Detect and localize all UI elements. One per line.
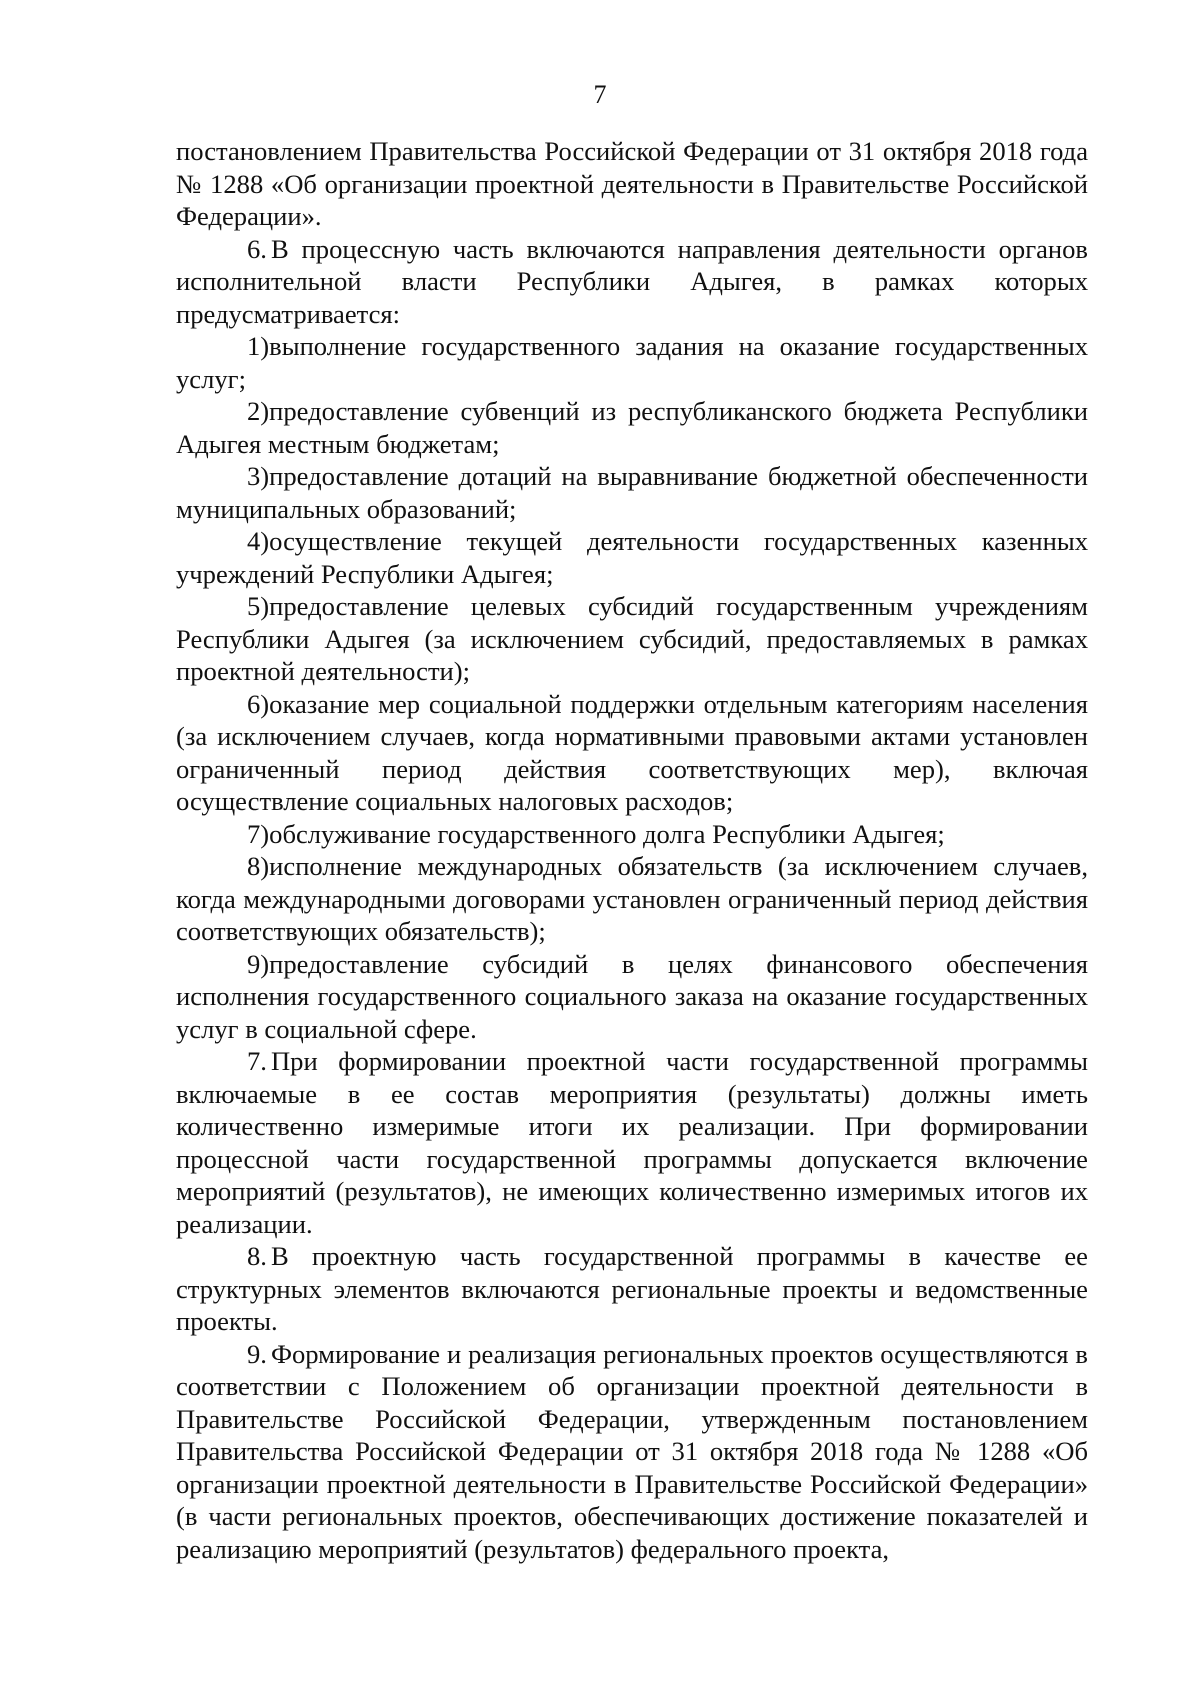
list-item-1 xyxy=(176,330,1088,395)
list-item-number: 7) xyxy=(247,818,270,849)
list-item-number: 8) xyxy=(247,851,270,881)
paragraph-text: Формирование и реализация региональных проектов осуществляются в соответствии с Положением об организации проектной деятельности в Правительстве Российской Федерации, утвержденным постановлением Правительства Российской Федерации от 31 октября 2018 года № 1288 «Об организации проектной деятельности в Правительстве Российской Федерации» (в части региональных проектов, обеспечивающих достижение показателей и реализацию мероприятий (результатов) федерального проекта, xyxy=(176,1338,1088,1564)
list-item-number: 2) xyxy=(247,396,270,426)
paragraph-number: 9. xyxy=(247,1338,267,1369)
paragraph-8 xyxy=(176,1240,1088,1338)
paragraph-text: При формировании проектной части государственной программы включаемые в ее состав мероприятия (результаты) должны иметь количественно измеримые итоги их реализации. При формировании процессной части государственной программы допускается включение мероприятий (результатов), не имеющих количественно измеримых итогов их реализации. xyxy=(176,1046,1088,1239)
list-item-text: выполнение государственного задания на оказание государственных услуг; xyxy=(176,331,1088,394)
list-item-text: обслуживание государственного долга Республики Адыгея; xyxy=(269,818,945,849)
list-item-text: осуществление текущей деятельности государственных казенных учреждений Республики Адыгея; xyxy=(176,526,1088,589)
list-item-text: предоставление субвенций из республиканского бюджета Республики Адыгея местным бюджетам; xyxy=(176,396,1088,459)
paragraph-6 xyxy=(176,233,1088,331)
list-item-number: 6) xyxy=(247,688,270,719)
list-item-7 xyxy=(176,818,1088,851)
list-item-3 xyxy=(176,460,1088,525)
list-item-number: 9) xyxy=(247,948,270,979)
list-item-number: 1) xyxy=(247,331,270,361)
paragraph-number: 7. xyxy=(247,1046,267,1076)
paragraph-number: 8. xyxy=(247,1241,267,1271)
list-item-4 xyxy=(176,525,1088,590)
page-number: 7 xyxy=(593,80,607,109)
paragraph-9 xyxy=(176,1338,1088,1566)
list-item-5 xyxy=(176,590,1088,688)
list-item-text: предоставление целевых субсидий государственным учреждениям Республики Адыгея (за исключением субсидий, предоставляемых в рамках проектной деятельности); xyxy=(176,591,1088,686)
list-item-number: 4) xyxy=(247,526,270,556)
paragraph-number: 6. xyxy=(247,233,267,264)
paragraph-text: В проектную часть государственной программы в качестве ее структурных элементов включаются региональные проекты и ведомственные проекты. xyxy=(176,1241,1088,1336)
paragraph-continuation: постановлением Правительства Российской Федерации от 31 октября 2018 года № 1288 «Об организации проектной деятельности в Правительстве Российской Федерации». xyxy=(176,136,1088,231)
list-item-text: исполнение международных обязательств (за исключением случаев, когда международными договорами установлен ограниченный период действия соответствующих обязательств); xyxy=(176,851,1088,946)
list-item-text: оказание мер социальной поддержки отдельным категориям населения (за исключением случаев, когда нормативными правовыми актами установлен ограниченный период действия соответствующих мер), включая осуществление социальных налоговых расходов; xyxy=(176,688,1088,816)
list-item-8 xyxy=(176,850,1088,948)
paragraph-text: В процессную часть включаются направления деятельности органов исполнительной власти Республики Адыгея, в рамках которых предусматривается: xyxy=(176,233,1088,329)
list-item-number: 5) xyxy=(247,591,270,621)
list-item-number: 3) xyxy=(247,461,270,491)
list-item-9 xyxy=(176,948,1088,1046)
list-item-text: предоставление дотаций на выравнивание бюджетной обеспеченности муниципальных образований; xyxy=(176,461,1088,524)
document-body xyxy=(176,135,1088,1565)
paragraph-7 xyxy=(176,1045,1088,1240)
list-item-2 xyxy=(176,395,1088,460)
list-item-text: предоставление субсидий в целях финансового обеспечения исполнения государственного социального заказа на оказание государственных услуг в социальной сфере. xyxy=(176,948,1088,1044)
list-item-6 xyxy=(176,688,1088,818)
